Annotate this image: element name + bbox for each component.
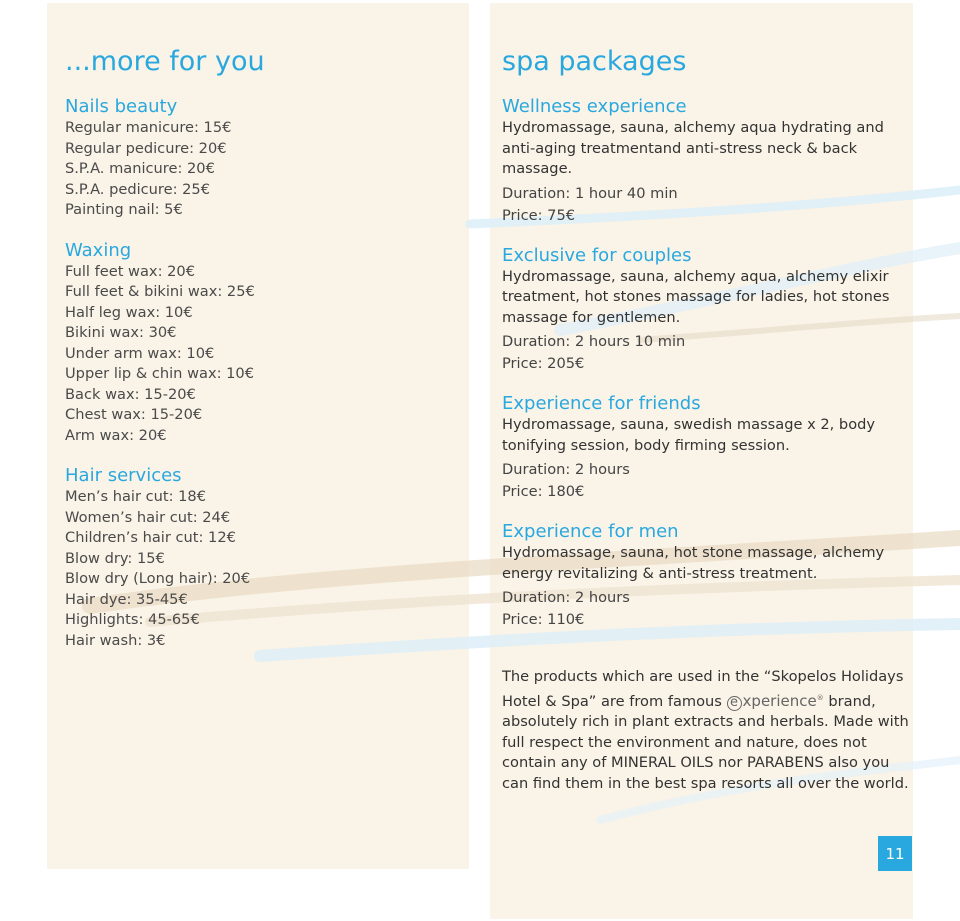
products-note: [502, 667, 912, 794]
package-friends: [502, 393, 912, 503]
price-item: Blow dry: 15€: [65, 549, 165, 567]
price-item: Full feet & bikini wax: 25€: [65, 283, 255, 300]
package-duration: Duration: 2 hours 10 min: [502, 333, 686, 350]
nails-section: [65, 96, 465, 221]
price-item: Hair dye: 35-45€: [65, 590, 188, 608]
package-description: Hydromassage, sauna, hot stone massage, alchemy energy revitalizing & anti-stress treatment.: [502, 544, 885, 582]
price-item: Men’s hair cut: 18€: [65, 488, 206, 505]
package-title: Experience for men: [502, 521, 679, 542]
price-item: Regular pedicure: 20€: [65, 139, 227, 157]
experience-logo-text: xperience: [742, 691, 817, 710]
experience-logo-e-icon: e: [727, 696, 742, 711]
experience-logo: e xperience®: [727, 688, 824, 712]
price-item: Regular manicure: 15€: [65, 119, 232, 136]
waxing-title: Waxing: [65, 239, 132, 261]
price-item: Highlights: 45-65€: [65, 611, 200, 628]
package-couples: [502, 245, 912, 376]
package-title: Wellness experience: [502, 96, 687, 117]
page-number: 11: [878, 836, 912, 871]
price-item: S.P.A. manicure: 20€: [65, 160, 215, 177]
price-item: Arm wax: 20€: [65, 426, 167, 444]
nails-title: Nails beauty: [65, 96, 178, 117]
price-item: Children’s hair cut: 12€: [65, 529, 236, 546]
price-item: Hair wash: 3€: [65, 631, 166, 649]
right-heading: spa packages: [502, 46, 687, 77]
left-heading: ...more for you: [65, 46, 265, 77]
left-column: [65, 44, 465, 670]
price-item: Blow dry (Long hair): 20€: [65, 570, 251, 587]
package-price: Price: 110€: [502, 611, 585, 628]
package-description: Hydromassage, sauna, swedish massage x 2, body tonifying session, body firming session.: [502, 416, 876, 454]
hair-title: Hair services: [65, 465, 182, 486]
price-item: Chest wax: 15-20€: [65, 406, 203, 423]
package-title: Experience for friends: [502, 393, 701, 414]
products-text-end: brand, absolutely rich in plant extracts and herbals. Made with full respect the environment and nature, does not contain any of MINERAL OILS nor PARABENS also you can find them in the best spa resorts all over the world.: [502, 692, 909, 792]
products-paragraph: [502, 667, 912, 794]
price-item: Back wax: 15-20€: [65, 385, 196, 403]
products-text-start: The products which are used in the “Skopelos Holidays Hotel & Spa” are from famous: [502, 668, 904, 710]
package-price: Price: 75€: [502, 206, 576, 224]
package-duration: Duration: 2 hours: [502, 589, 630, 606]
price-item: Under arm wax: 10€: [65, 344, 215, 362]
price-item: Half leg wax: 10€: [65, 303, 193, 321]
right-column: [502, 44, 912, 649]
price-item: Painting nail: 5€: [65, 201, 183, 218]
package-description: Hydromassage, sauna, alchemy aqua, alchemy elixir treatment, hot stones massage for ladies, hot stones massage for gentlemen.: [502, 267, 890, 326]
package-price: Price: 205€: [502, 355, 585, 372]
package-men: [502, 521, 912, 631]
hair-section: [65, 465, 465, 651]
package-wellness: [502, 96, 912, 227]
package-description: Hydromassage, sauna, alchemy aqua hydrating and anti-aging treatmentand anti-stress neck & back massage.: [502, 119, 884, 177]
price-item: Full feet wax: 20€: [65, 262, 195, 280]
package-title: Exclusive for couples: [502, 244, 692, 266]
price-item: Women’s hair cut: 24€: [65, 508, 231, 526]
price-item: S.P.A. pedicure: 25€: [65, 180, 210, 198]
price-item: Bikini wax: 30€: [65, 324, 177, 341]
package-duration: Duration: 1 hour 40 min: [502, 184, 678, 202]
price-item: Upper lip & chin wax: 10€: [65, 365, 254, 382]
package-price: Price: 180€: [502, 483, 585, 500]
package-duration: Duration: 2 hours: [502, 461, 630, 478]
waxing-section: [65, 240, 465, 447]
